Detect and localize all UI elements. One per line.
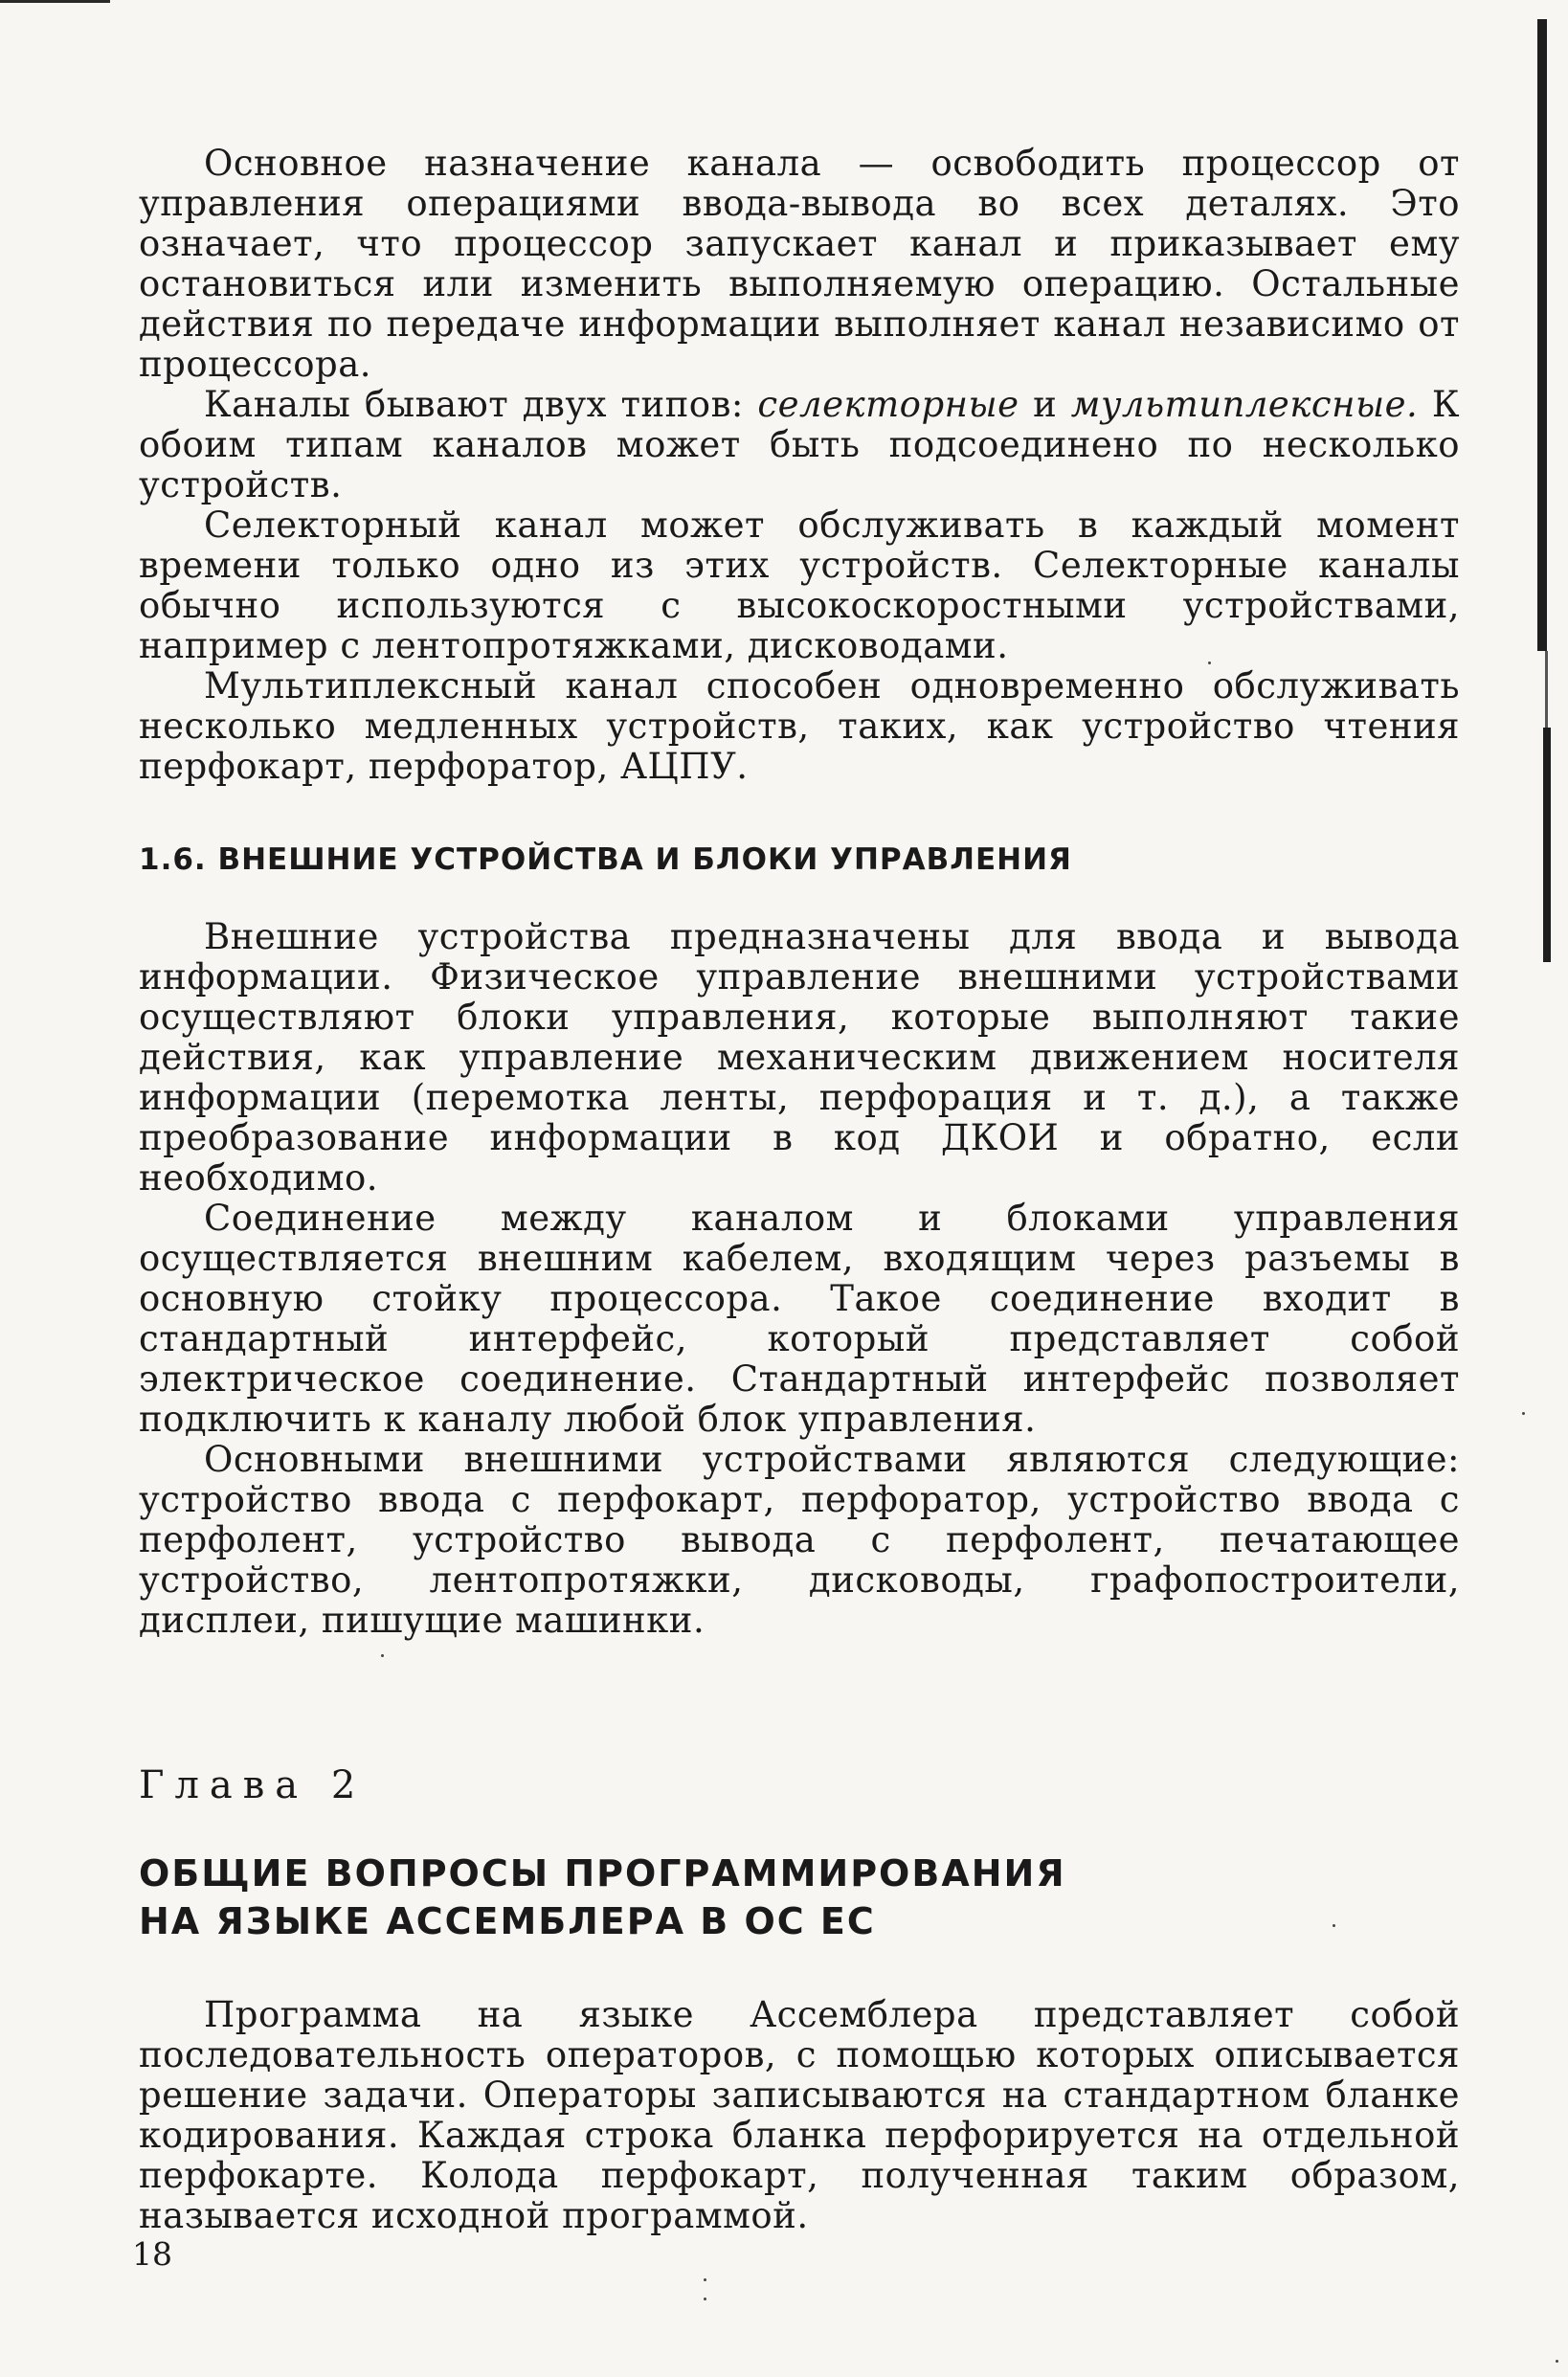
scan-edge-top [0, 0, 110, 3]
scan-edge-right [1537, 19, 1547, 651]
scan-edge-right [1543, 728, 1551, 962]
chapter-title-line2: НА ЯЗЫКЕ АССЕМБЛЕРА В ОС ЕС [139, 1900, 876, 1942]
paragraph-multiplex-channel: Мультиплексный канал способен одновременно обслуживать несколько медленных устройств, таких, как устройство чтения перфокарт, перфоратор, АЦПУ. [139, 665, 1460, 787]
chapter-title-line1: ОБЩИЕ ВОПРОСЫ ПРОГРАММИРОВАНИЯ [139, 1852, 1066, 1895]
scan-speck [1522, 1412, 1525, 1415]
scan-speck [704, 2298, 706, 2300]
term-selector: селекторные [757, 384, 1019, 425]
paragraph-device-list: Основными внешними устройствами являются следующие: устройство ввода с перфокарт, перфоратор, устройство ввода с перфолент, устройство вывода с перфолент, печатающее устройство, лентопротяжки, дисководы, графопостроители, дисплеи, пишущие машинки. [139, 1439, 1460, 1641]
section-heading: 1.6. ВНЕШНИЕ УСТРОЙСТВА И БЛОКИ УПРАВЛЕНИЯ [139, 842, 1072, 877]
channel-types-intro: Каналы бывают двух типов: [204, 384, 758, 425]
text-column [139, 144, 1460, 2236]
paragraph-external-devices: Внешние устройства предназначены для ввода и вывода информации. Физическое управление внешними устройствами осуществляют блоки управления, которые выполняют такие действия, как управление механическим движением носителя информации (перемотка ленты, перфорация и т. д.), а также преобразование информации в код ДКОИ и обратно, если необходимо. [139, 916, 1460, 1199]
scan-speck [704, 2278, 706, 2281]
chapter-label: Глава 2 [139, 1763, 367, 1807]
page-number: 18 [132, 2235, 172, 2273]
paragraph-assembler-program: Программа на языке Ассемблера представляет собой последовательность операторов, с помощью которых описывается решение задачи. Операторы записываются на стандартном бланке кодирования. Каждая строка бланка перфорируется на отдельной перфокарте. Колода перфокарт, полученная таким образом, называется исходной программой. [139, 1994, 1460, 2236]
scan-speck [1556, 2360, 1558, 2363]
paragraph-channel-purpose: Основное назначение канала — освободить процессор от управления операциями ввода-вывода во всех деталях. Это означает, что процессор запускает канал и приказывает ему остановиться или изменить выполняемую операцию. Остальные действия по передаче информации выполняет канал независимо от процессора. [139, 143, 1460, 385]
channel-types-conjunction: и [1019, 384, 1071, 425]
channel-types-rest: К обоим типам каналов может быть подсоединено по несколько устройств. [139, 384, 1460, 505]
term-multiplex: мультиплексные. [1070, 384, 1419, 425]
chapter-title [139, 1850, 1460, 1945]
paragraph-selector-channel: Селекторный канал может обслуживать в каждый момент времени только одно из этих устройств. Селекторные каналы обычно используются с высокоскоростными устройствами, например с лентопротяжками, дисководами. [139, 505, 1460, 666]
scan-edge-right [1545, 651, 1548, 728]
paragraph-channel-types [139, 385, 1460, 505]
paragraph-interface: Соединение между каналом и блоками управления осуществляется внешним кабелем, входящим через разъемы в основную стойку процессора. Такое соединение входит в стандартный интерфейс, который представляет собой электрическое соединение. Стандартный интерфейс позволяет подключить к каналу любой блок управления. [139, 1198, 1460, 1440]
